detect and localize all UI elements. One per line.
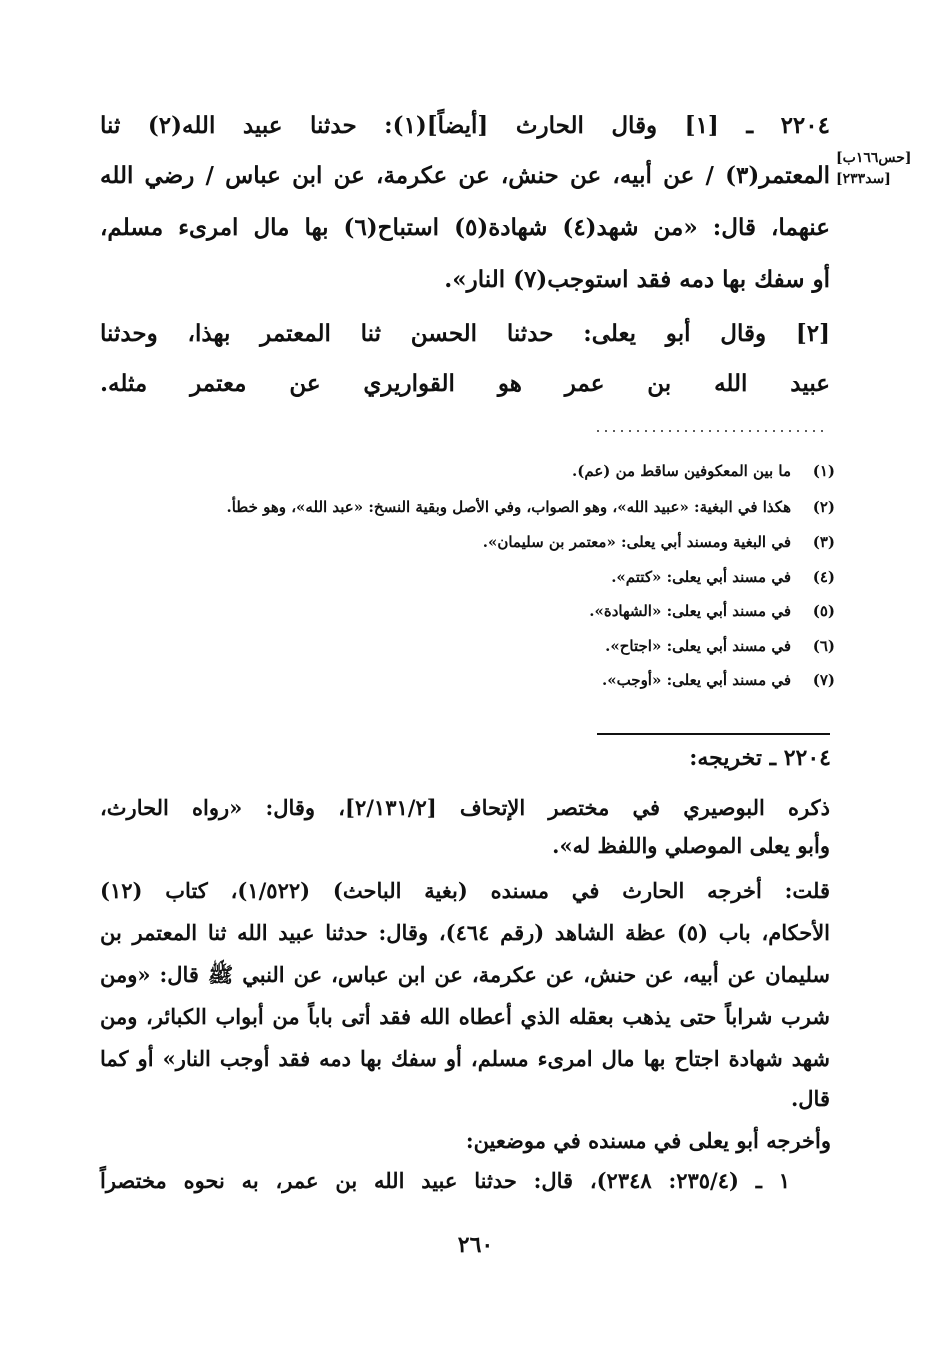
footnote-text: في مسند أبي يعلى: «أوجب». (601, 671, 791, 689)
footnote-number: (٧) (812, 671, 835, 689)
takhrij-line-1: ذكره البوصيري في مختصر الإتحاف [٢/١٣١/٢]، وقال: «رواه الحارث، (100, 795, 830, 820)
takhrij-line-8: قال. (790, 1086, 830, 1111)
footnote-number: (٤) (812, 568, 835, 586)
margin-note-1: [حس١٦٦ب] (836, 150, 912, 166)
main-para2-line-1: [٢] وقال أبو يعلى: حدثنا الحسن ثنا المعتمر بهذا، وحدثنا (100, 320, 830, 347)
footnote-text: في مسند أبي يعلى: «اجتاح». (605, 637, 791, 655)
takhrij-line-9: وأخرجه أبو يعلى في مسنده في موضعين: (465, 1128, 831, 1153)
takhrij-line-10: ١ ـ (٢٣٥/٤: ٢٣٤٨)، قال: حدثنا عبيد الله بن عمر، به نحوه مختصراً (100, 1168, 790, 1193)
footnote-number: (٦) (812, 637, 835, 655)
footnote-number: (٢) (812, 498, 835, 516)
footnote-separator (594, 430, 828, 432)
takhrij-line-5: سليمان عن أبيه، عن حنش، عن عكرمة، عن ابن عباس، عن النبي ﷺ قال: «ومن (100, 962, 830, 987)
takhrij-line-7: شهد شهادة اجتاح بها مال امرىء مسلم، أو سفك بها دمه فقد أوجب النار» أو كما (100, 1046, 830, 1071)
footnote-number: (٥) (812, 602, 835, 620)
footnote-number: (١) (812, 462, 835, 480)
footnote-text: في مسند أبي يعلى: «الشهادة». (589, 602, 791, 620)
takhrij-heading: ٢٢٠٤ ـ تخريجه: (689, 745, 831, 771)
main-line-2: المعتمر(٣) / عن أبيه، عن حنش، عن عكرمة، عن ابن عباس / رضي الله (100, 162, 830, 189)
section-rule (597, 733, 830, 735)
takhrij-line-4: الأحكام، باب (٥) عظة الشاهد (رقم ٤٦٤)، وقال: حدثنا عبيد الله ثنا المعتمر بن (100, 920, 831, 945)
takhrij-line-6: شرب شراباً حتى يذهب بعقله الذي أعطاه الله فقد أتى باباً من أبواب الكبائر، ومن (100, 1004, 830, 1029)
margin-note-2: [سد٢٣٣] (836, 171, 891, 187)
page-number: ٢٦٠ (457, 1232, 494, 1258)
main-line-4: أو سفك بها دمه فقد استوجب(٧) النار». (444, 266, 830, 293)
footnote-number: (٣) (812, 533, 835, 551)
footnote-text: في مسند أبي يعلى: «كتتم». (611, 568, 791, 586)
main-para2-line-2: عبيد الله بن عمر هو القواريري عن معتمر مثله. (100, 370, 830, 397)
takhrij-line-3: قلت: أخرجه الحارث في مسنده (بغية الباحث) (١/٥٢٢)، كتاب (١٢) (100, 878, 830, 903)
main-line-1: ٢٢٠٤ ـ [١] وقال الحارث [أيضاً](١): حدثنا عبيد الله(٢) ثنا (100, 112, 830, 139)
footnote-text: في البغية ومسند أبي يعلى: «معتمر بن سليمان». (482, 533, 791, 551)
footnote-text: هكذا في البغية: «عبيد الله»، وهو الصواب، وفي الأصل وبقية النسخ: «عبد الله»، وهو خطأ. (226, 498, 791, 516)
takhrij-line-2: وأبو يعلى الموصلي واللفظ له». (552, 833, 830, 858)
main-line-3: عنهما، قال: «من شهد(٤) شهادة(٥) استباح(٦) بها مال امرىء مسلم، (100, 214, 830, 241)
footnote-text: ما بين المعكوفين ساقط من (عم). (572, 462, 791, 480)
